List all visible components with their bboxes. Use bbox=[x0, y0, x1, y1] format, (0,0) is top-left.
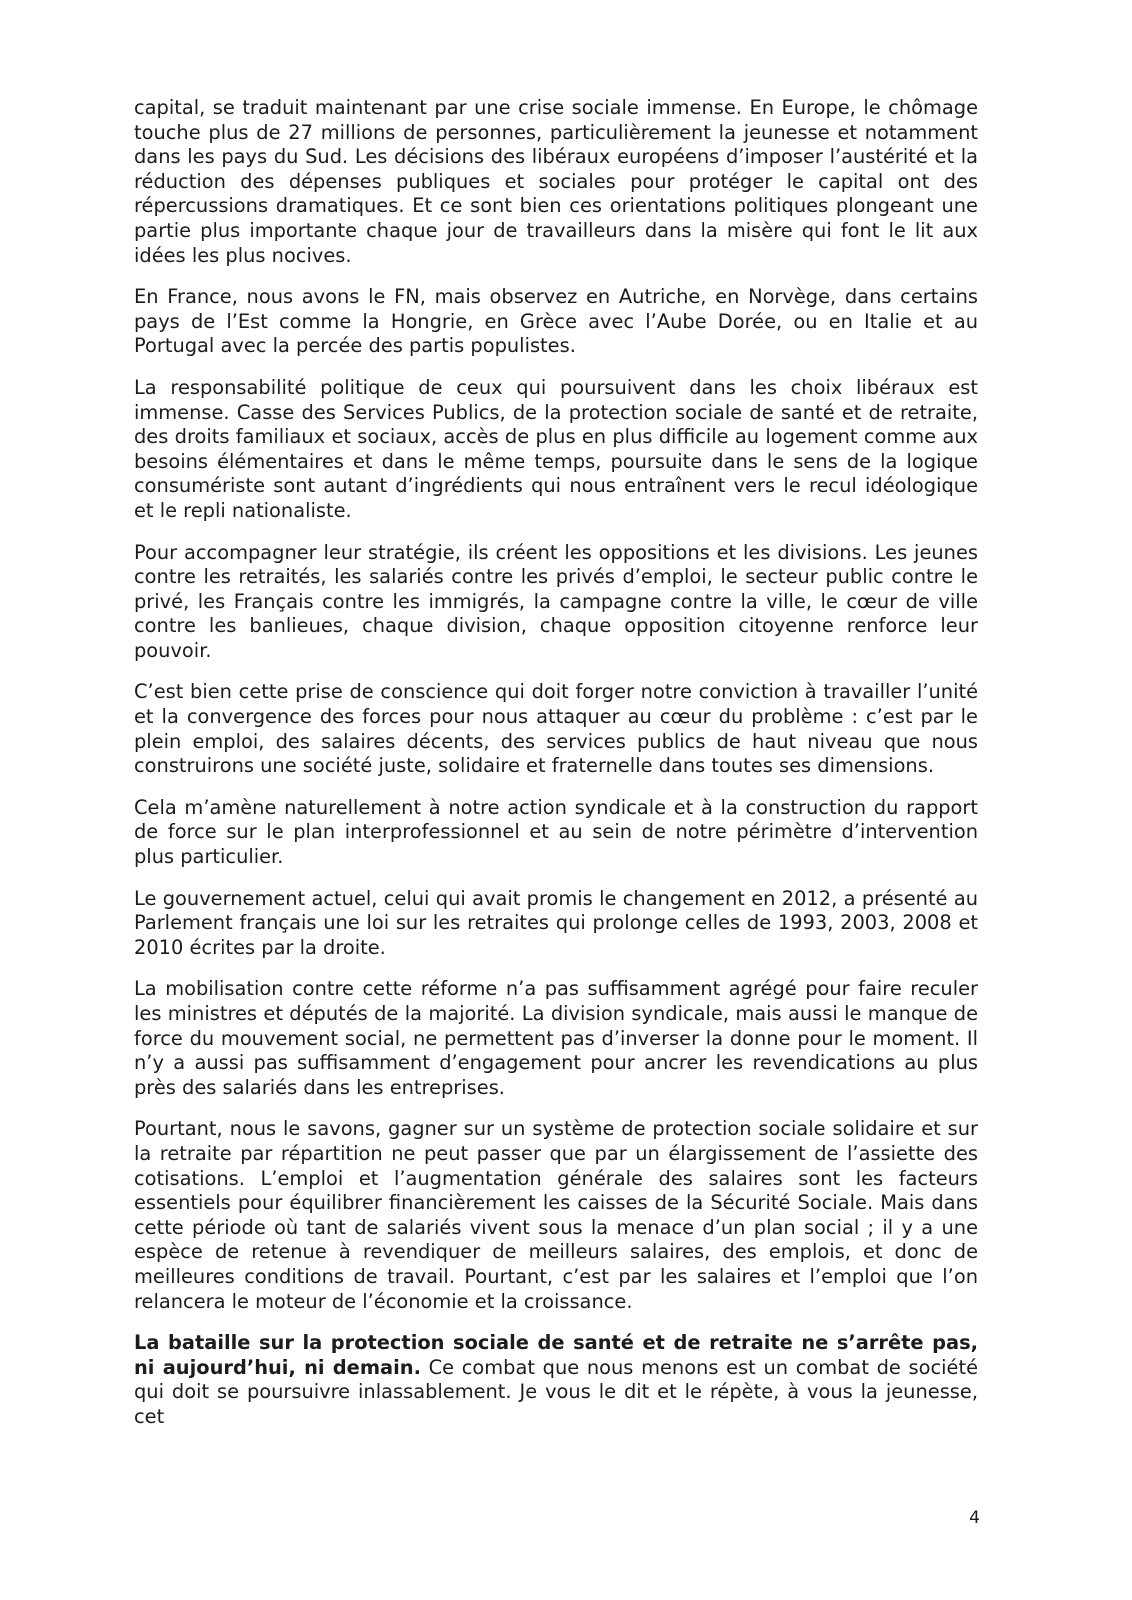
paragraph-text: capital, se traduit maintenant par une crise sociale immense. En Europe, le chômage touche plus de 27 millions de personnes, particulièrement la jeunesse et notamment dans les pays du Sud. Les décisions des libéraux européens d’imposer l’austérité et la réduction des dépenses publiques et sociales pour protéger le capital ont des répercussions dramatiques. Et ce sont bien ces orientations politiques plongeant une partie plus importante chaque jour de travailleurs dans la misère qui font le lit aux idées les plus nocives. bbox=[134, 96, 978, 267]
paragraph bbox=[134, 285, 978, 359]
paragraph-text: Pourtant, nous le savons, gagner sur un système de protection sociale solidaire et sur la retraite par répartition ne peut passer que par un élargissement de l’assiette des cotisations. L’emploi et l’augmentation générale des salaires sont les facteurs essentiels pour équilibrer financièrement les caisses de la Sécurité Sociale. Mais dans cette période où tant de salariés vivent sous la menace d’un plan social ; il y a une espèce de retenue à revendiquer de meilleurs salaires, des emplois, et donc de meilleures conditions de travail. Pourtant, c’est par les salaires et l’emploi que l’on relancera le moteur de l’économie et la croissance. bbox=[134, 1117, 978, 1313]
paragraph bbox=[134, 1117, 978, 1314]
paragraph bbox=[134, 796, 978, 870]
bold-lead-sentence: La bataille sur la protection sociale de santé et de retraite ne s’arrête pas, ni aujourd’hui, ni demain. bbox=[134, 1331, 978, 1379]
paragraph-text: En France, nous avons le FN, mais observez en Autriche, en Norvège, dans certains pays de l’Est comme la Hongrie, en Grèce avec l’Aube Dorée, ou en Italie et au Portugal avec la percée des partis populistes. bbox=[134, 285, 978, 358]
paragraph bbox=[134, 376, 978, 524]
paragraph bbox=[134, 96, 978, 268]
paragraph-text: Cela m’amène naturellement à notre action syndicale et à la construction du rapport de force sur le plan interprofessionnel et au sein de notre périmètre d’intervention plus particulier. bbox=[134, 795, 978, 869]
paragraph-text: Pour accompagner leur stratégie, ils créent les oppositions et les divisions. Les jeunes contre les retraités, les salariés contre les privés d’emploi, le secteur public contre le privé, les Français contre les immigrés, la campagne contre la ville, le cœur de ville contre les banlieues, chaque division, chaque opposition citoyenne renforce leur pouvoir. bbox=[134, 540, 978, 662]
paragraph bbox=[134, 1331, 978, 1429]
page-number: 4 bbox=[969, 1508, 980, 1528]
paragraph bbox=[134, 541, 978, 664]
paragraph bbox=[134, 680, 978, 778]
paragraph bbox=[134, 977, 978, 1100]
paragraph bbox=[134, 887, 978, 961]
paragraph-text: Le gouvernement actuel, celui qui avait promis le changement en 2012, a présenté au Parlement français une loi sur les retraites qui prolonge celles de 1993, 2003, 2008 et 2010 écrites par la droite. bbox=[134, 886, 978, 959]
paragraph-text: C’est bien cette prise de conscience qui doit forger notre conviction à travailler l’unité et la convergence des forces pour nous attaquer au cœur du problème : c’est par le plein emploi, des salaires décents, des services publics de haut niveau que nous construirons une société juste, solidaire et fraternelle dans toutes ses dimensions. bbox=[134, 680, 978, 778]
paragraph-text: La mobilisation contre cette réforme n’a pas suffisamment agrégé pour faire reculer les ministres et députés de la majorité. La division syndicale, mais aussi le manque de force du mouvement social, ne permettent pas d’inverser la donne pour le moment. Il n’y a aussi pas suffisamment d’engagement pour ancrer les revendications au plus près des salariés dans les entreprises. bbox=[134, 977, 978, 1099]
paragraph-text: La responsabilité politique de ceux qui poursuivent dans les choix libéraux est immense. Casse des Services Publics, de la protection sociale de santé et de retraite, des droits familiaux et sociaux, accès de plus en plus difficile au logement comme aux besoins élémentaires et dans le même temps, poursuite dans le sens de la logique consumériste sont autant d’ingrédients qui nous entraînent vers le recul idéologique et le repli nationaliste. bbox=[134, 375, 978, 522]
body-text bbox=[134, 96, 978, 1447]
paragraph-text: Ce combat que nous menons est un combat de société qui doit se poursuivre inlassablement. Je vous le dit et le répète, à vous la jeunesse, cet bbox=[134, 1355, 978, 1428]
